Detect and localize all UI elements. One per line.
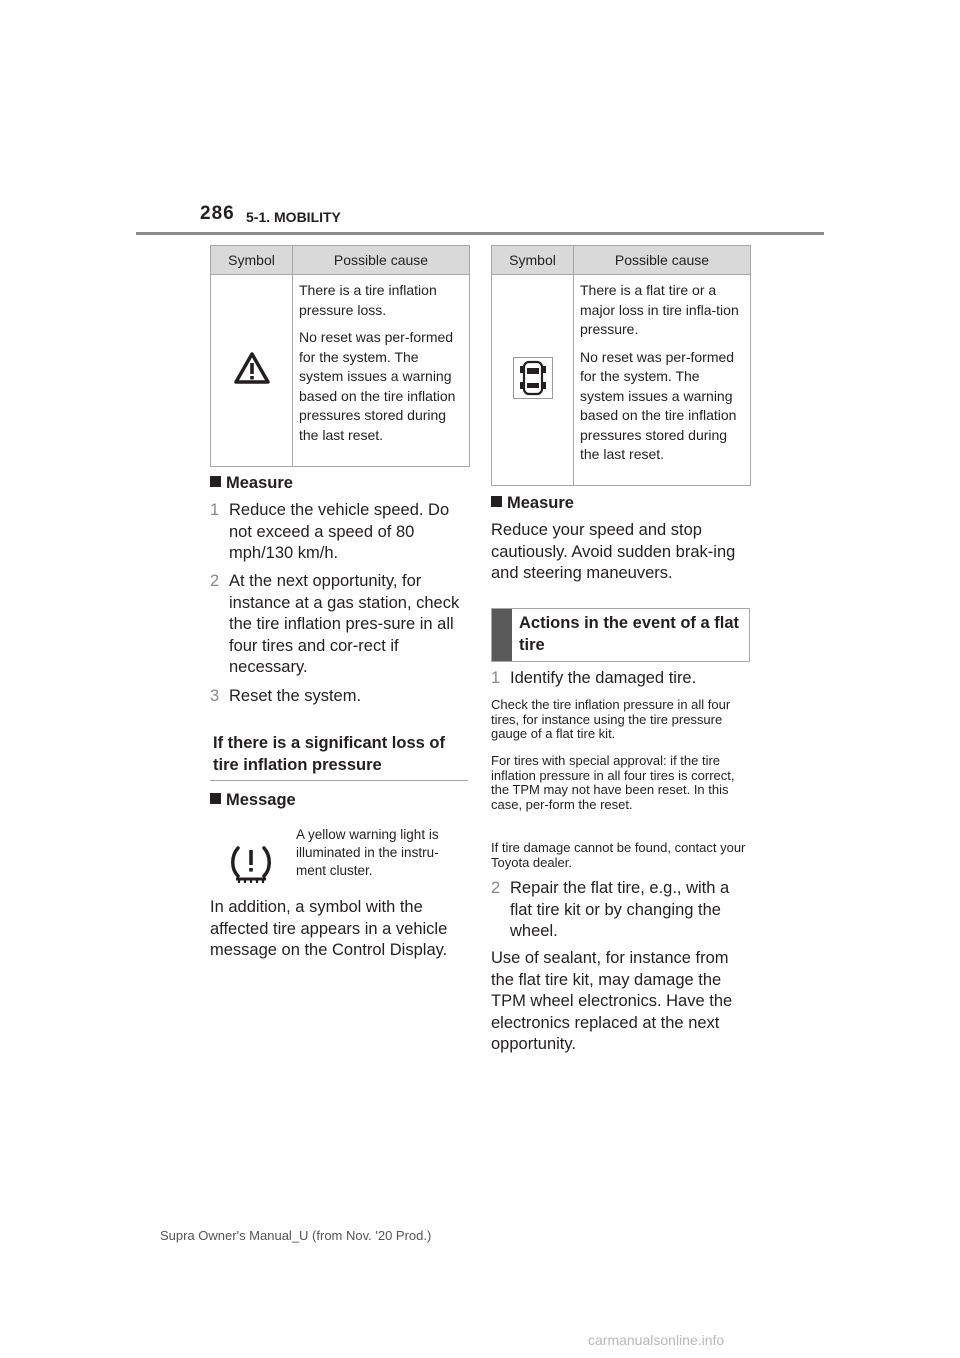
step-text: Repair the flat tire, e.g., with a flat tire kit or by changing the wheel. [510,879,730,940]
subheading-significant-loss [210,729,468,781]
section-flat-tire [491,608,750,662]
step-text: At the next opportunity, for instance at a gas station, check the tire inflation pres-sure in all four tires and cor-rect if necessary. [229,572,460,676]
manual-footer: Supra Owner's Manual_U (from Nov. '20 Prod.) [160,1228,432,1243]
header-rule [136,232,824,235]
step-number: 1 [210,501,220,519]
right-symbol-table [491,245,751,486]
step-number: 3 [210,687,220,705]
right-cause-2: No reset was per-formed for the system. The system issues a warning based on the tire inflation pressures stored during the last reset. [580,348,737,462]
left-table-cause-cell [293,275,470,467]
section-bar [492,609,512,661]
right-table-symbol-header: Symbol [492,246,574,275]
page-number: 286 [200,203,235,224]
section-title: Actions in the event of a flat tire [519,614,740,654]
step-text: Reduce the vehicle speed. Do not exceed a speed of 80 mph/130 km/h. [229,501,450,562]
tire-pressure-warning-icon [228,844,274,884]
right-measure-text: Reduce your speed and stop cautiously. Avoid sudden brak-ing and steering maneuvers. [491,521,736,582]
left-symbol-table [210,245,470,467]
right-paragraph: Use of sealant, for instance from the flat tire kit, may damage the TPM wheel electronics. Have the electronics replaced at the next opportunity. [491,949,733,1053]
left-table-cause-header: Possible cause [293,246,470,275]
left-cause-2: No reset was per-formed for the system. The system issues a warning based on the tire inflation pressures stored during the last reset. [299,329,456,443]
flat-tire-car-icon [513,357,553,399]
right-measure-heading: Measure [491,494,574,513]
warning-triangle-icon [234,352,270,384]
step-text: Identify the damaged tire. [510,669,697,687]
square-bullet-icon [210,793,221,804]
chapter-title: 5-1. MOBILITY [246,209,341,225]
subheading-text: If there is a significant loss of tire inflation pressure [213,734,445,774]
left-table-symbol-header: Symbol [211,246,293,275]
message-description: A yellow warning light is illuminated in the instru-ment cluster. [296,827,439,878]
right-table-cause-cell [574,275,751,486]
right-note-3: If tire damage cannot be found, contact your Toyota dealer. [491,840,746,870]
left-message-heading: Message [210,791,296,810]
square-bullet-icon [210,476,221,487]
left-table-symbol-cell [211,275,293,467]
right-cause-1: There is a flat tire or a major loss in tire infla-tion pressure. [580,282,739,337]
right-table-cause-header: Possible cause [574,246,751,275]
watermark: carmanualsonline.info [588,1332,725,1348]
step-number: 2 [491,879,501,897]
right-note-2: For tires with special approval: if the tire inflation pressure in all four tires is correct, the TPM may not have been reset. In this case, per-form the reset. [491,753,735,812]
step-number: 2 [210,572,220,590]
step-text: Reset the system. [229,687,362,705]
left-measure-heading: Measure [210,474,293,493]
step-number: 1 [491,669,501,687]
left-paragraph: In addition, a symbol with the affected tire appears in a vehicle message on the Control Display. [210,898,448,959]
square-bullet-icon [491,496,502,507]
right-table-symbol-cell [492,275,574,486]
right-note-1: Check the tire inflation pressure in all four tires, for instance using the tire pressure gauge of a flat tire kit. [491,697,731,741]
left-cause-1: There is a tire inflation pressure loss. [299,282,437,318]
